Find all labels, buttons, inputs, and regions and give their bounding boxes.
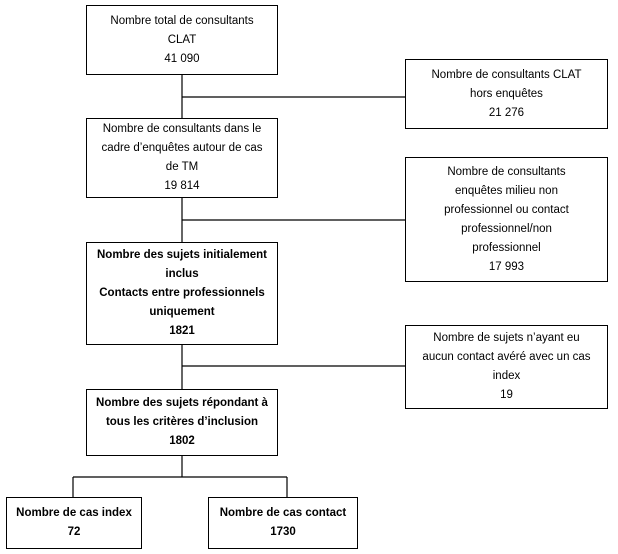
box-criteres-inclusion-value: 1802 — [169, 435, 195, 447]
box-non-professionnel-line2: enquêtes milieu non — [455, 184, 558, 197]
box-consultants-enquetes — [86, 118, 278, 198]
box-consultants-enquetes-line3: de TM — [165, 161, 199, 173]
box-sujets-inclus-value: 1821 — [169, 325, 195, 337]
box-hors-enquetes-value: 21 276 — [488, 106, 525, 119]
box-hors-enquetes-line2: hors enquêtes — [470, 87, 543, 100]
box-sujets-inclus-line3: Contacts entre professionnels — [99, 287, 265, 299]
box-criteres-inclusion-line2: tous les critères d’inclusion — [105, 416, 259, 428]
box-cas-index-value: 72 — [67, 526, 81, 538]
box-hors-enquetes — [405, 59, 608, 129]
box-cas-index — [6, 497, 142, 549]
box-sujets-inclus — [86, 242, 278, 345]
box-consultants-enquetes-value: 19 814 — [164, 180, 200, 192]
box-non-professionnel — [405, 157, 608, 282]
box-criteres-inclusion — [86, 389, 278, 456]
box-total-consultants-value: 41 090 — [164, 52, 200, 65]
box-hors-enquetes-line1: Nombre de consultants CLAT — [431, 68, 582, 81]
box-sujets-inclus-line4: uniquement — [149, 306, 215, 318]
box-non-professionnel-line1: Nombre de consultants — [447, 165, 566, 178]
box-non-professionnel-line5: professionnel — [472, 241, 541, 254]
box-sans-contact-avere-line2: aucun contact avéré avec un cas — [422, 351, 591, 363]
box-sans-contact-avere-line1: Nombre de sujets n’ayant eu — [433, 332, 580, 344]
box-cas-contact-value: 1730 — [270, 526, 296, 538]
box-consultants-enquetes-line2: cadre d’enquêtes autour de cas — [101, 142, 263, 154]
box-cas-index-line1: Nombre de cas index — [16, 507, 132, 519]
box-criteres-inclusion-line1: Nombre des sujets répondant à — [96, 397, 268, 409]
box-cas-contact — [208, 497, 358, 549]
box-consultants-enquetes-line1: Nombre de consultants dans le — [102, 123, 262, 135]
box-sans-contact-avere-value: 19 — [500, 389, 513, 401]
box-non-professionnel-value: 17 993 — [488, 260, 525, 273]
box-non-professionnel-line3: professionnel ou contact — [444, 203, 569, 216]
box-sans-contact-avere — [405, 325, 608, 409]
box-sujets-inclus-line2: inclus — [165, 268, 199, 280]
box-total-consultants-line2: CLAT — [167, 33, 197, 46]
box-non-professionnel-line4: professionnel/non — [461, 222, 552, 235]
box-sujets-inclus-line1: Nombre des sujets initialement — [97, 249, 267, 261]
box-cas-contact-line1: Nombre de cas contact — [219, 507, 347, 519]
box-total-consultants-line1: Nombre total de consultants — [110, 14, 254, 27]
box-total-consultants — [86, 5, 278, 75]
box-sans-contact-avere-line3: index — [492, 370, 521, 382]
